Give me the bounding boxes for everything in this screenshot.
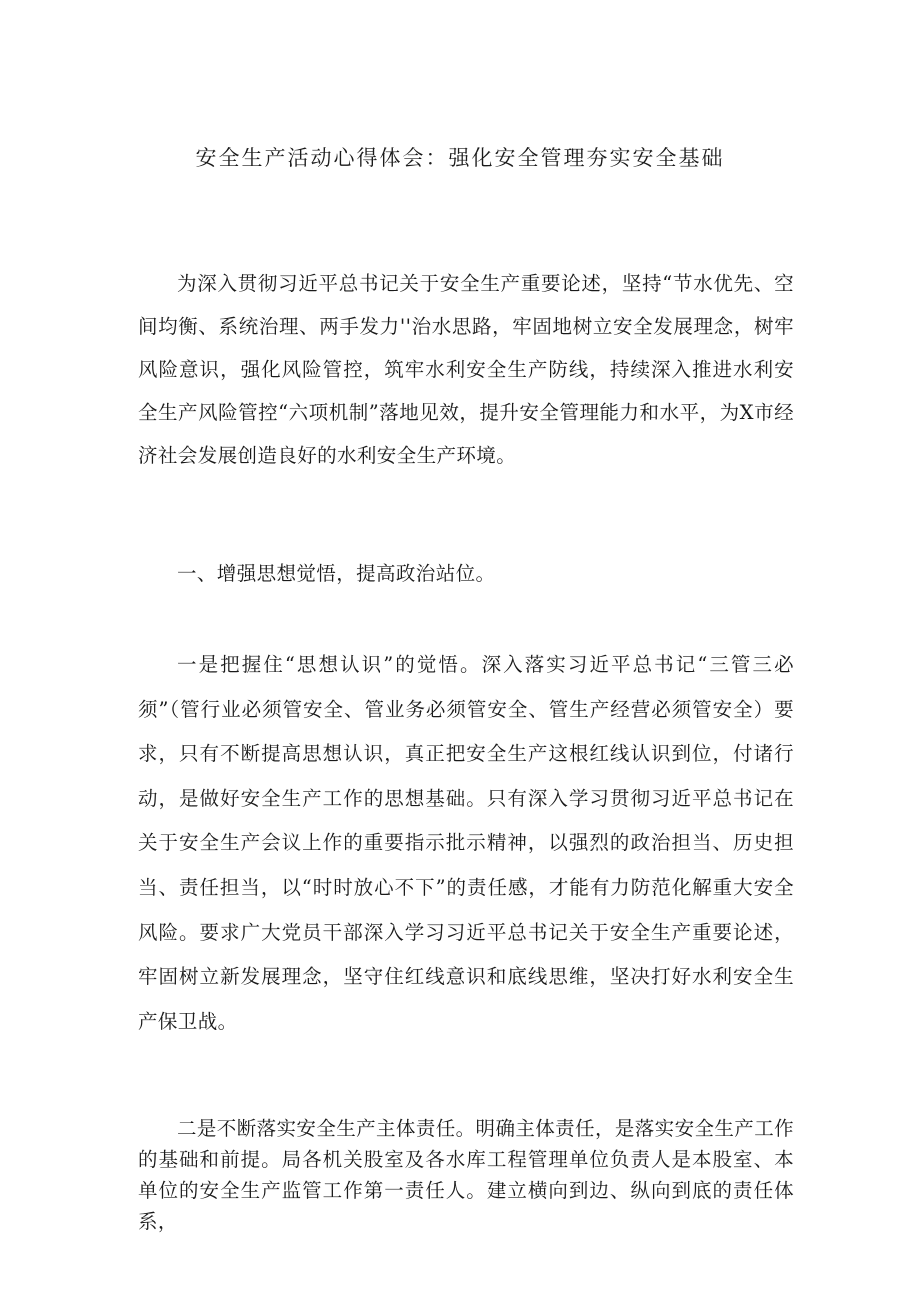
document-title: 安全生产活动心得体会：强化安全管理夯实安全基础 [195, 146, 725, 170]
body-paragraph-2: 二是不断落实安全生产主体责任。明确主体责任，是落实安全生产工作的基础和前提。局各机关股室及各水库工程管理单位负责人是本股室、本单位的安全生产监管工作第一责任人。建立横向到边、纵向到底的责任体系， [138, 1117, 794, 1233]
intro-paragraph: 为深入贯彻习近平总书记关于安全生产重要论述，坚持“节水优先、空间均衡、系统治理、两手发力''治水思路，牢固地树立安全发展理念，树牢风险意识，强化风险管控，筑牢水利安全生产防线，持续深入推进水利安全生产风险管控“六项机制”落地见效，提升安全管理能力和水平，为X市经济社会发展创造良好的水利安全生产环境。 [138, 272, 794, 467]
body-paragraph-1: 一是把握住“思想认识”的觉悟。深入落实习近平总书记“三管三必须”（管行业必须管安全、管业务必须管安全、管生产经营必须管安全）要求，只有不断提高思想认识，真正把安全生产这根红线认识到位，付诸行动，是做好安全生产工作的思想基础。只有深入学习贯彻习近平总书记在关于安全生产会议上作的重要指示批示精神，以强烈的政治担当、历史担当、责任担当，以“时时放心不下”的责任感，才能有力防范化解重大安全风险。要求广大党员干部深入学习习近平总书记关于安全生产重要论述，牢固树立新发展理念，坚守住红线意识和底线思维，坚决打好水利安全生产保卫战。 [138, 653, 794, 1033]
section-heading: 一、增强思想觉悟，提高政治站位。 [177, 562, 496, 585]
